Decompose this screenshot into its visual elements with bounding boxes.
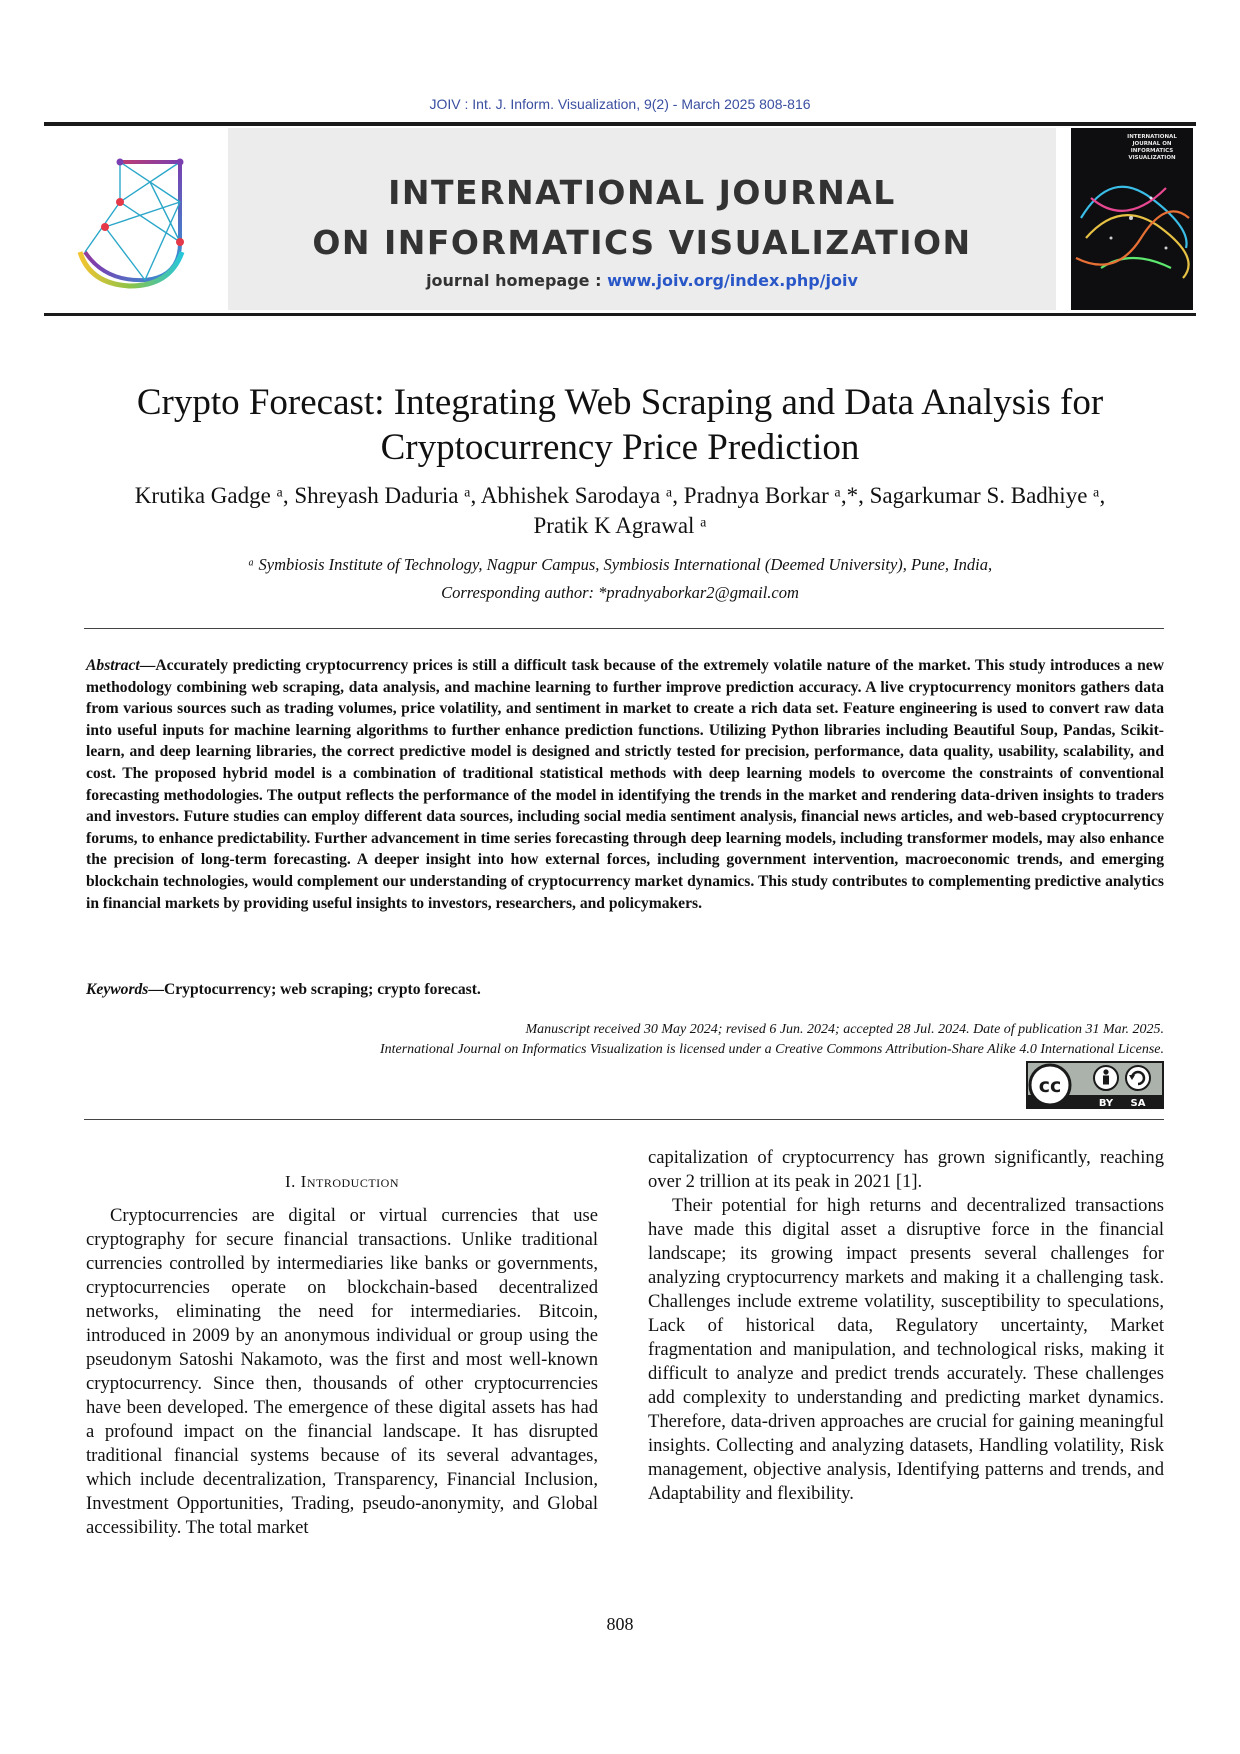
journal-cover-image xyxy=(1071,128,1193,310)
homepage-link[interactable]: www.joiv.org/index.php/joiv xyxy=(607,271,858,290)
abstract-text: —Accurately predicting cryptocurrency prices is still a difficult task because of the extremely volatile nature of the market. This study introduces a new methodology combining web scraping, data analysis, and machine learning to further improve prediction accuracy. A live cryptocurrency monitors gathers data from various sources such as trading volumes, price volatility, and sentiment in market to create a rich data set. Feature engineering is used to convert raw data into useful inputs for machine learning algorithms to further enhance prediction functions. Utilizing Python libraries including Beautiful Soup, Pandas, Scikit-learn, and deep learning libraries, the correct predictive model is designed and strictly tested for precision, performance, data quality, usability, scalability, and cost. The proposed hybrid model is a combination of traditional statistical methods with deep learning models to overcome the constraints of conventional forecasting methodologies. The output reflects the performance of the model in identifying the trends in the market and rendering data-driven insights to traders and investors. Future studies can employ different data sources, including social media sentiment analysis, financial news articles, and web-based cryptocurrency forums, to enhance predictability. Further advancement in time series forecasting through deep learning models, including transformer models, may also enhance the precision of long-term forecasting. A deeper insight into how external forces, including government intervention, macroeconomic trends, and emerging blockchain technologies, would complement our understanding of cryptocurrency market dynamics. This study contributes to complementing predictive analytics in financial markets by providing useful insights to investors, researchers, and policymakers. xyxy=(86,657,1164,912)
paper-title xyxy=(60,380,1180,470)
intro-paragraph-1: Cryptocurrencies are digital or virtual currencies that use cryptography for secure financial transactions. Unlike traditional currencies controlled by intermediaries like banks or governments, cryptocurrencies operate on blockchain-based decentralized networks, eliminating the need for intermediaries. Bitcoin, introduced in 2009 by an anonymous individual or group using the pseudonym Satoshi Nakamoto, was the first and most well-known cryptocurrency. Since then, thousands of other cryptocurrencies have been developed. The emergence of these digital assets has had a profound impact on the financial landscape. It has disrupted traditional financial systems because of its several advantages, which include decentralization, Transparency, Financial Inclusion, Investment Opportunities, Trading, pseudo-anonymity, and Global accessibility. The total market xyxy=(86,1205,598,1538)
homepage-label: journal homepage : xyxy=(426,271,608,290)
manuscript-dates: Manuscript received 30 May 2024; revised 6 Jun. 2024; accepted 28 Jul. 2024. Date of publication 31 Mar. 2025. xyxy=(525,1022,1164,1037)
author-list xyxy=(60,481,1180,541)
keywords-text: —Cryptocurrency; web scraping; crypto forecast. xyxy=(148,981,481,998)
abstract-label: Abstract xyxy=(86,657,140,674)
by-person-head xyxy=(1103,1069,1108,1074)
keywords xyxy=(86,981,1164,999)
journal-logo xyxy=(60,152,200,292)
header-bottom-rule xyxy=(44,313,1196,316)
paper-title-line2: Cryptocurrency Price Prediction xyxy=(380,427,860,468)
intro-paragraph-2: Their potential for high returns and decentralized transactions have made this digital asset a disruptive force in the financial landscape; its growing impact presents several challenges for analyzing cryptocurrency markets and making it a challenging task. Challenges include extreme volatility, susceptibility to speculations, Lack of historical data, Regulatory uncertainty, Market fragmentation and manipulation, and technological risks, making it difficult to analyze and predict trends accurately. These challenges add complexity to understanding and predicting market dynamics. Therefore, data-driven approaches are crucial for gaining meaningful insights. Collecting and analyzing datasets, Handling volatility, Risk management, objective analysis, Identifying patterns and trends, and Adaptability and flexibility. xyxy=(648,1195,1164,1504)
cc-by-label: BY xyxy=(1098,1098,1114,1109)
section-number: I. xyxy=(285,1172,301,1191)
right-column xyxy=(648,1146,1164,1506)
abstract-bottom-rule xyxy=(84,1119,1164,1120)
abstract-top-rule xyxy=(84,628,1164,629)
journal-title-line2: ON INFORMATICS VISUALIZATION xyxy=(312,223,972,262)
license-statement: International Journal on Informatics Visualization is licensed under a Creative Commons Attribution-Share Alike 4.0 International License. xyxy=(379,1042,1164,1057)
sa-share-alike-icon xyxy=(1126,1066,1150,1090)
abstract xyxy=(86,655,1164,914)
cover-title: INTERNATIONAL JOURNAL ON INFORMATICS VISUALIZATION xyxy=(1127,134,1177,161)
affiliation: ᵃ Symbiosis Institute of Technology, Nagpur Campus, Symbiosis International (Deemed University), Pune, India, xyxy=(247,555,993,574)
page-number: 808 xyxy=(606,1614,634,1634)
intro-paragraph-1-continued: capitalization of cryptocurrency has grown significantly, reaching over 2 trillion at its peak in 2021 [1]. xyxy=(648,1147,1164,1192)
header-top-rule xyxy=(44,122,1196,126)
cc-by-sa-license-badge[interactable] xyxy=(1026,1061,1164,1109)
corresponding-author[interactable]: Corresponding author: *pradnyaborkar2@gmail.com xyxy=(441,583,799,602)
keywords-label: Keywords xyxy=(86,981,149,998)
journal-homepage xyxy=(228,271,1056,290)
journal-citation: JOIV : Int. J. Inform. Visualization, 9(2) - March 2025 808-816 xyxy=(429,96,811,112)
journal-title-line1: INTERNATIONAL JOURNAL xyxy=(388,173,896,212)
left-column xyxy=(86,1204,598,1540)
cc-icon-text: cc xyxy=(1038,1075,1062,1097)
paper-title-line1: Crypto Forecast: Integrating Web Scraping and Data Analysis for xyxy=(136,382,1104,423)
by-person-body xyxy=(1103,1076,1109,1085)
cc-sa-label: SA xyxy=(1130,1098,1146,1109)
section-heading-introduction xyxy=(86,1172,598,1192)
authors-line2: Pratik K Agrawal ᵃ xyxy=(533,513,707,538)
publication-dates xyxy=(164,1020,1164,1060)
section-title: Introduction xyxy=(300,1172,399,1191)
affiliation-block xyxy=(60,551,1180,607)
authors-line1: Krutika Gadge ᵃ, Shreyash Daduria ᵃ, Abhishek Sarodaya ᵃ, Pradnya Borkar ᵃ,*, Sagarkumar S. Badhiye ᵃ, xyxy=(134,483,1106,508)
journal-title xyxy=(228,168,1056,268)
